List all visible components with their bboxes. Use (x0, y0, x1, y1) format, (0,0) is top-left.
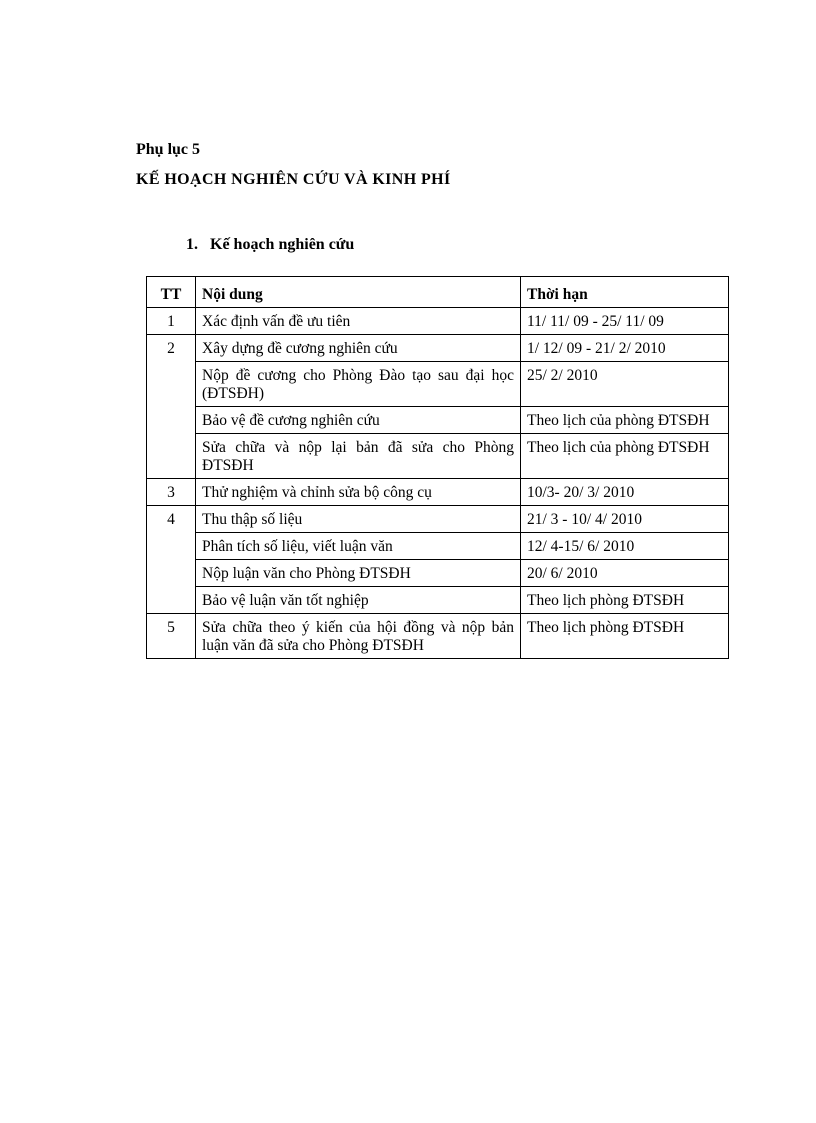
table-row (147, 335, 729, 362)
row-number: 4 (147, 506, 196, 614)
row-content: Bảo vệ đề cương nghiên cứu (196, 407, 521, 434)
section-number: 1. (186, 236, 198, 253)
table-row (147, 614, 729, 659)
row-deadline: Theo lịch phòng ĐTSĐH (521, 587, 729, 614)
row-content: Sửa chữa theo ý kiến của hội đồng và nộp bản luận văn đã sửa cho Phòng ĐTSĐH (196, 614, 521, 659)
table-row (147, 308, 729, 335)
row-deadline: 1/ 12/ 09 - 21/ 2/ 2010 (521, 335, 729, 362)
row-deadline: 10/3- 20/ 3/ 2010 (521, 479, 729, 506)
table-header-row (147, 277, 729, 308)
row-content: Thu thập số liệu (196, 506, 521, 533)
table-row (147, 479, 729, 506)
table-row (147, 506, 729, 533)
row-number: 5 (147, 614, 196, 659)
table-body (147, 308, 729, 659)
row-content: Thử nghiệm và chỉnh sửa bộ công cụ (196, 479, 521, 506)
row-deadline: 20/ 6/ 2010 (521, 560, 729, 587)
row-deadline: 25/ 2/ 2010 (521, 362, 729, 407)
row-deadline: Theo lịch của phòng ĐTSĐH (521, 434, 729, 479)
appendix-label: Phụ lục 5 (136, 141, 201, 158)
header-content: Nội dung (196, 277, 521, 308)
table-row (147, 560, 729, 587)
row-content: Xác định vấn đề ưu tiên (196, 308, 521, 335)
row-number: 2 (147, 335, 196, 479)
row-content: Xây dựng đề cương nghiên cứu (196, 335, 521, 362)
section-title: Kế hoạch nghiên cứu (210, 236, 355, 253)
table-row (147, 533, 729, 560)
row-content: Nộp luận văn cho Phòng ĐTSĐH (196, 560, 521, 587)
header-deadline: Thời hạn (521, 277, 729, 308)
table-row (147, 407, 729, 434)
table-row (147, 362, 729, 407)
row-deadline: 21/ 3 - 10/ 4/ 2010 (521, 506, 729, 533)
row-deadline: Theo lịch phòng ĐTSĐH (521, 614, 729, 659)
table-row (147, 587, 729, 614)
header-tt: TT (147, 277, 196, 308)
row-content: Sửa chữa và nộp lại bản đã sửa cho Phòng ĐTSĐH (196, 434, 521, 479)
research-plan-table (146, 276, 729, 659)
row-deadline: 12/ 4-15/ 6/ 2010 (521, 533, 729, 560)
section-heading (186, 236, 354, 254)
row-number: 1 (147, 308, 196, 335)
row-content: Nộp đề cương cho Phòng Đào tạo sau đại học (ĐTSĐH) (196, 362, 521, 407)
document-title: KẾ HOẠCH NGHIÊN CỨU VÀ KINH PHÍ (136, 171, 451, 188)
row-number: 3 (147, 479, 196, 506)
row-deadline: Theo lịch của phòng ĐTSĐH (521, 407, 729, 434)
row-deadline: 11/ 11/ 09 - 25/ 11/ 09 (521, 308, 729, 335)
row-content: Bảo vệ luận văn tốt nghiệp (196, 587, 521, 614)
table-row (147, 434, 729, 479)
row-content: Phân tích số liệu, viết luận văn (196, 533, 521, 560)
